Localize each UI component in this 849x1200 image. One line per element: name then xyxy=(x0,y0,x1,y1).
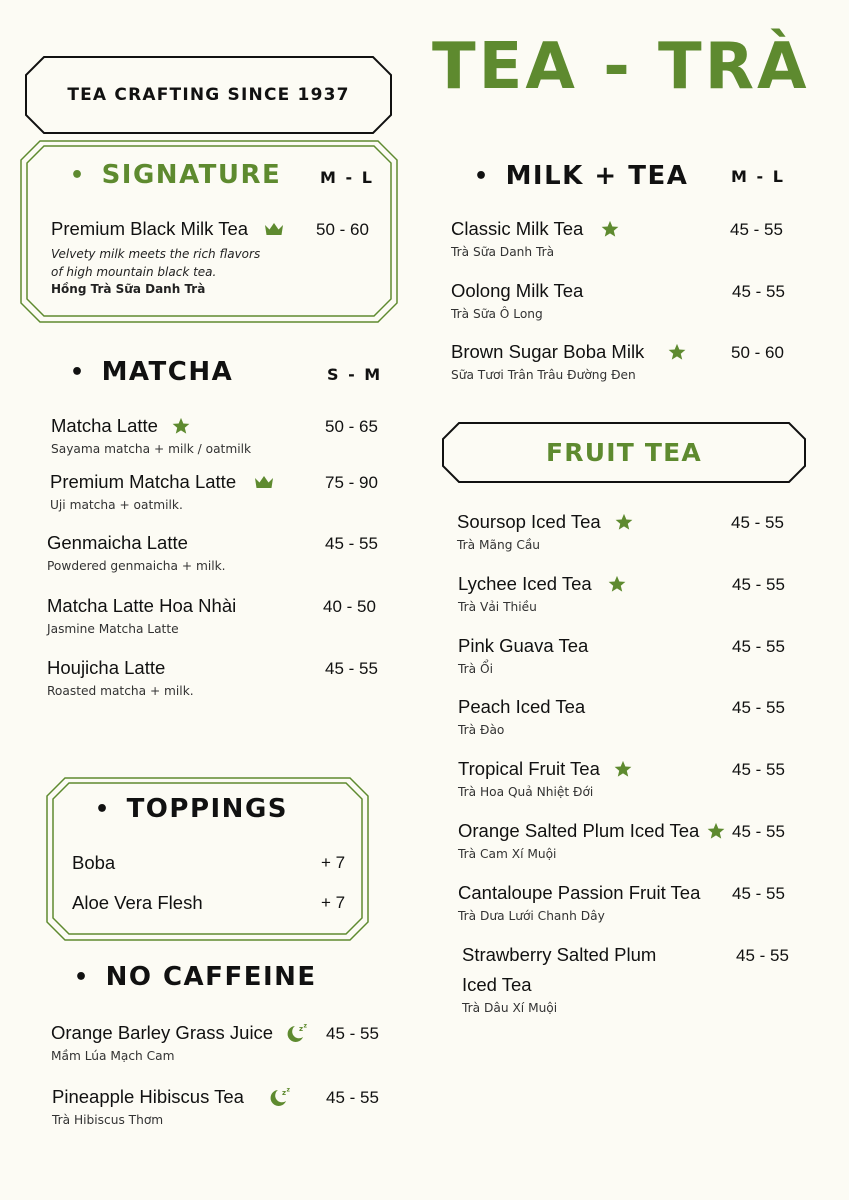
item-name xyxy=(52,1086,292,1108)
crown-icon xyxy=(254,474,274,490)
signature-sizes: M - L xyxy=(320,168,374,187)
item-price: 50 - 60 xyxy=(731,343,784,362)
fruit-tea-title: FRUIT TEA xyxy=(546,438,702,467)
topping-price: + 7 xyxy=(321,853,346,872)
item-name-text: Strawberry Salted Plum xyxy=(462,944,657,965)
item-price: 45 - 55 xyxy=(732,884,785,903)
item-price: 45 - 55 xyxy=(326,1088,379,1107)
no-caffeine-heading xyxy=(74,962,317,992)
item-name-text: Classic Milk Tea xyxy=(451,218,584,239)
matcha-heading xyxy=(70,357,233,387)
menu-item xyxy=(462,944,656,1015)
star-icon xyxy=(601,220,619,238)
bullet-icon: • xyxy=(474,163,490,189)
item-name-text: Premium Black Milk Tea xyxy=(51,218,249,239)
item-name xyxy=(458,696,585,718)
item-subtitle: Mầm Lúa Mạch Cam xyxy=(51,1049,175,1063)
item-price: 45 - 55 xyxy=(736,946,789,965)
item-name-text: Matcha Latte Hoa Nhài xyxy=(47,595,237,616)
menu-item xyxy=(51,415,251,456)
topping-price: + 7 xyxy=(321,893,346,912)
item-subtitle: Trà Sữa Ô Long xyxy=(451,307,543,321)
sleep-moon-icon xyxy=(266,1086,292,1108)
item-price: 45 - 55 xyxy=(325,659,378,678)
item-name xyxy=(51,1022,309,1044)
menu-item xyxy=(458,573,626,614)
item-name-text: Lychee Iced Tea xyxy=(458,573,592,594)
item-price: 45 - 55 xyxy=(731,513,784,532)
item-name xyxy=(458,820,725,842)
item-subtitle: Trà Ổi xyxy=(458,662,493,676)
item-subtitle: Trà Vải Thiều xyxy=(458,600,537,614)
item-name-text: Tropical Fruit Tea xyxy=(458,758,600,779)
item-price: 45 - 55 xyxy=(732,575,785,594)
item-price: 75 - 90 xyxy=(325,473,378,492)
item-price: 45 - 55 xyxy=(325,534,378,553)
menu-item xyxy=(51,1022,309,1063)
item-price: 45 - 55 xyxy=(732,698,785,717)
item-name-text: Orange Salted Plum Iced Tea xyxy=(458,820,700,841)
item-subtitle: Sữa Tươi Trân Trâu Đường Đen xyxy=(451,368,636,382)
signature-title: SIGNATURE xyxy=(101,160,282,190)
bullet-icon: • xyxy=(70,162,86,188)
item-subtitle: Sayama matcha + milk / oatmilk xyxy=(51,442,252,456)
item-name xyxy=(47,595,236,617)
item-subtitle: Trà Đào xyxy=(458,723,505,737)
toppings-title: TOPPINGS xyxy=(126,794,289,824)
item-name xyxy=(462,944,656,966)
milk-tea-sizes: M - L xyxy=(731,167,785,186)
item-description-1: Velvety milk meets the rich flavors xyxy=(51,247,261,261)
item-subtitle: Roasted matcha + milk. xyxy=(47,684,194,698)
bullet-icon: • xyxy=(70,359,86,385)
menu-item xyxy=(458,882,700,923)
menu-item xyxy=(451,218,619,259)
item-price: 45 - 55 xyxy=(732,282,785,301)
item-name xyxy=(458,573,626,595)
item-price: 45 - 55 xyxy=(326,1024,379,1043)
item-subtitle: Powdered genmaicha + milk. xyxy=(47,559,226,573)
item-subtitle: Trà Sữa Danh Trà xyxy=(451,245,555,259)
menu-item xyxy=(47,595,236,636)
item-price: 45 - 55 xyxy=(732,822,785,841)
toppings-heading xyxy=(95,794,288,824)
page-title: TEA - TRÀ xyxy=(432,30,810,104)
item-name xyxy=(451,218,619,240)
item-name xyxy=(457,511,633,533)
item-price: 50 - 65 xyxy=(325,417,378,436)
item-vietnamese-name: Hồng Trà Sữa Danh Trà xyxy=(51,282,206,296)
item-subtitle: Uji matcha + oatmilk. xyxy=(50,498,183,512)
item-name-text: Premium Matcha Latte xyxy=(50,471,237,492)
item-price: 45 - 55 xyxy=(730,220,783,239)
menu-item xyxy=(451,280,583,321)
star-icon xyxy=(668,343,686,361)
star-icon xyxy=(172,417,190,435)
item-name xyxy=(51,415,251,437)
item-subtitle: Trà Dâu Xí Muội xyxy=(462,1001,558,1015)
item-subtitle: Trà Hoa Quả Nhiệt Đới xyxy=(458,785,594,799)
matcha-sizes: S - M xyxy=(327,365,383,384)
item-name xyxy=(51,218,284,240)
tagline: TEA CRAFTING SINCE 1937 xyxy=(67,85,350,105)
signature-item xyxy=(51,218,284,296)
menu-item xyxy=(47,657,194,698)
item-name-text: Orange Barley Grass Juice xyxy=(51,1022,274,1043)
item-name-text: Brown Sugar Boba Milk xyxy=(451,341,645,362)
star-icon xyxy=(615,513,633,531)
item-name xyxy=(451,341,686,363)
no-caffeine-title: NO CAFFEINE xyxy=(105,962,317,992)
item-subtitle: Trà Hibiscus Thơm xyxy=(52,1113,164,1127)
menu-item xyxy=(451,341,686,382)
item-subtitle: Jasmine Matcha Latte xyxy=(47,622,179,636)
menu-item xyxy=(50,471,274,512)
item-name-line2: Iced Tea xyxy=(462,974,532,995)
menu-item xyxy=(457,511,633,552)
item-name-text: Soursop Iced Tea xyxy=(457,511,601,532)
item-description-2: of high mountain black tea. xyxy=(51,265,217,279)
menu-item xyxy=(458,696,585,737)
item-name-text: Genmaicha Latte xyxy=(47,532,188,553)
star-icon xyxy=(608,575,626,593)
menu-item xyxy=(458,758,632,799)
item-subtitle: Trà Cam Xí Muội xyxy=(458,847,557,861)
item-name-text: Pink Guava Tea xyxy=(458,635,589,656)
matcha-title: MATCHA xyxy=(101,357,234,387)
star-icon xyxy=(614,760,632,778)
item-price: 45 - 55 xyxy=(732,760,785,779)
bullet-icon: • xyxy=(74,964,90,990)
crown-icon xyxy=(264,221,284,237)
star-icon xyxy=(707,822,725,840)
item-name xyxy=(458,635,588,657)
item-name-text: Matcha Latte xyxy=(51,415,158,436)
item-subtitle: Trà Mãng Cầu xyxy=(457,538,541,552)
item-name xyxy=(451,280,583,302)
item-name xyxy=(47,532,226,554)
item-name xyxy=(458,882,700,904)
signature-price: 50 - 60 xyxy=(316,220,369,239)
topping-row xyxy=(72,852,115,874)
signature-heading xyxy=(70,160,281,190)
item-price: 40 - 50 xyxy=(323,597,376,616)
sleep-moon-icon xyxy=(283,1022,309,1044)
milk-tea-heading xyxy=(474,161,688,191)
item-name-text: Cantaloupe Passion Fruit Tea xyxy=(458,882,701,903)
menu-item xyxy=(458,635,588,676)
bullet-icon: • xyxy=(95,796,111,822)
milk-tea-title: MILK + TEA xyxy=(505,161,689,191)
item-name-text: Oolong Milk Tea xyxy=(451,280,584,301)
topping-name: Aloe Vera Flesh xyxy=(72,892,203,913)
item-name-text: Houjicha Latte xyxy=(47,657,166,678)
item-name xyxy=(458,758,632,780)
menu-item xyxy=(458,820,725,861)
topping-name: Boba xyxy=(72,852,116,873)
item-price: 45 - 55 xyxy=(732,637,785,656)
item-name-text: Pineapple Hibiscus Tea xyxy=(52,1086,244,1107)
item-name xyxy=(50,471,274,493)
item-name xyxy=(47,657,194,679)
topping-row xyxy=(72,892,203,914)
item-name-text: Peach Iced Tea xyxy=(458,696,586,717)
item-subtitle: Trà Dưa Lưới Chanh Dây xyxy=(458,909,605,923)
menu-item xyxy=(52,1086,292,1127)
menu-item xyxy=(47,532,226,573)
